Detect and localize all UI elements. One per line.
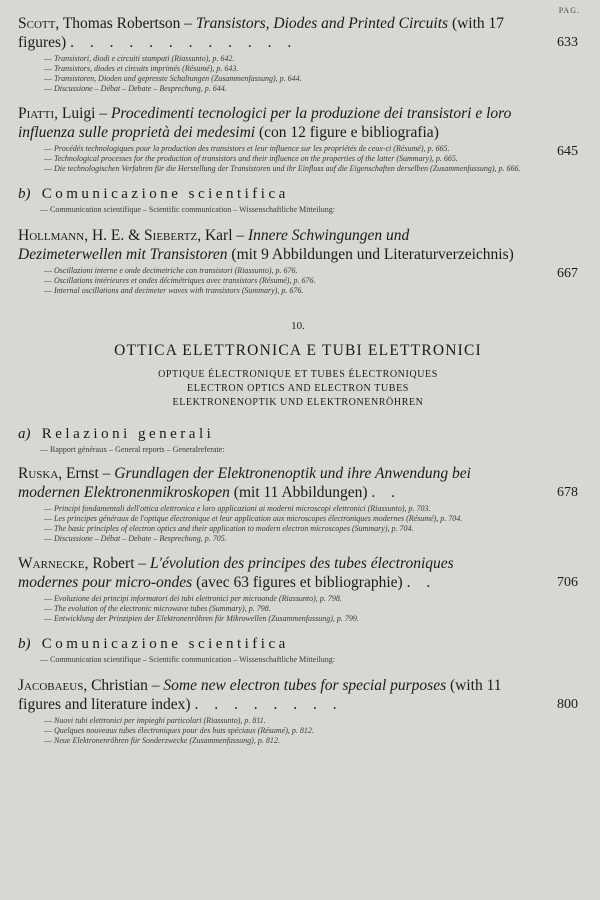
entry-details: (con 12 figure e bibliografia) — [258, 124, 439, 141]
chapter-heading — [18, 320, 578, 410]
summary-line: — Transistori, diodi e circuiti stampati (Riassunto), p. 642. — [44, 54, 235, 63]
author-surname: Hollmann, H. E. & Siebertz, — [18, 227, 202, 244]
entry-heading: Ruska, Ernst – Grundlagen der Elektronenoptik und ihre Anwendung bei modernen Elektronenmikroskopen (mit 11 Abbildungen) . . — [18, 465, 471, 501]
section-label: b) — [18, 186, 31, 202]
section-title: Relazioni generali — [41, 426, 215, 442]
author-surname: Piatti, — [18, 105, 58, 122]
summary-line: — Entwicklung der Prinzipien der Elektronenröhren für Mikrowellen (Zusammenfassung), p. 799. — [44, 614, 359, 623]
section-translations: — Rapport généraux – General reports – Generalreferate: — [40, 445, 225, 454]
page-number: 800 — [557, 697, 578, 712]
chapter-title-de: ELEKTRONENOPTIK UND ELEKTRONENRÖHREN — [172, 397, 424, 408]
toc-entry-warnecke — [18, 554, 578, 624]
summary-line: — Oscillations intérieures et ondes décimétriques avec transistors (Résumé), p. 676. — [44, 276, 316, 285]
summary-line: — Procédés technologiques pour la production des transistors et leur influence sur les propriétés de ceux-ci (Résumé), p. 665. — [44, 144, 450, 153]
entry-title: Procedimenti tecnologici per la produzione dei transistori e loro influenza sulle proprietà dei medesimi — [18, 105, 512, 141]
summary-line: — Oscillazioni interne e onde decimetriche con transistori (Riassunto), p. 676. — [44, 266, 298, 275]
entry-title: Some new electron tubes for special purposes — [163, 677, 447, 694]
summary-line: — Principi fondamentali dell'ottica elettronica e loro applicazioni ai moderni microscopi elettronici (Riassunto), p. 703. — [44, 504, 431, 513]
summary-line: — Discussione – Débat – Debate – Besprechung, p. 705. — [44, 534, 227, 543]
page-number: 633 — [557, 35, 578, 50]
section-title: Comunicazione scientifica — [41, 186, 289, 202]
summary-list — [44, 144, 578, 174]
section-label: b) — [18, 636, 31, 652]
page-column-label: PAG. — [558, 6, 580, 15]
summary-line: — Internal oscillations and decimeter waves with transistors (Summary), p. 676. — [44, 286, 304, 295]
author-firstname: Ernst — [66, 465, 99, 482]
summary-line: — Neue Elektronenröhren für Sonderzwecke (Zusammenfassung), p. 812. — [44, 736, 280, 745]
section-translations: — Communication scientifique – Scientific communication – Wissenschaftliche Mitteilung: — [40, 655, 336, 664]
toc-entry-jacobaeus — [18, 676, 578, 746]
summary-list — [44, 504, 578, 544]
section-translations: — Communication scientifique – Scientific communication – Wissenschaftliche Mitteilung: — [40, 205, 336, 214]
summary-line: — Les principes généraux de l'optique électronique et leur application aux microscopes électroniques modernes (Résumé), p. 704. — [44, 514, 463, 523]
entry-details: (mit 11 Abbildungen) — [233, 484, 368, 501]
summary-line: — Die technologischen Verfahren für die Herstellung der Transistoren und ihr Einfluss auf die Eigenschaften derselben (Zusammenfassung), p. 666. — [44, 164, 521, 173]
summary-line: — Discussione – Débat – Debate – Besprechung, p. 644. — [44, 84, 227, 93]
chapter-number: 10. — [291, 320, 305, 332]
summary-line: — The basic principles of electron optics and their application to modern electron microscopes (Summary), p. 704. — [44, 524, 414, 533]
entry-title: Transistors, Diodes and Printed Circuits — [195, 15, 449, 32]
summary-line: — Evoluzione dei principi informatori dei tubi elettronici per microonde (Riassunto), p. 798. — [44, 594, 342, 603]
summary-line: — Transistors, diodes et circuits imprimés (Résumé), p. 643. — [44, 64, 239, 73]
chapter-title-fr: OPTIQUE ÉLECTRONIQUE ET TUBES ÉLECTRONIQUES — [158, 369, 438, 380]
page-number: 667 — [557, 266, 578, 281]
author-surname: Scott, — [18, 15, 60, 32]
entry-heading: Warnecke, Robert – L'évolution des principes des tubes électroniques modernes pour micro-ondes (avec 63 figures et bibliographie) . . — [18, 555, 454, 591]
section-label: a) — [18, 426, 31, 442]
entry-details: (with 17 figures) — [18, 15, 505, 51]
entry-title: Grundlagen der Elektronenoptik und ihre Anwendung bei modernen Elektronenmikroskopen — [18, 465, 471, 501]
section-heading — [18, 426, 578, 443]
author-surname: Ruska, — [18, 465, 63, 482]
toc-entry-scott — [18, 14, 578, 94]
section-title: Comunicazione scientifica — [41, 636, 289, 652]
entry-heading: Piatti, Luigi – Procedimenti tecnologici per la produzione dei transistori e loro influenza sulle proprietà dei medesimi (con 12 figure e bibliografia) — [18, 105, 512, 141]
section-heading — [18, 186, 578, 203]
summary-list — [44, 54, 578, 94]
toc-entry-ruska — [18, 464, 578, 544]
summary-list — [44, 266, 578, 296]
author-surname: Jacobaeus, — [18, 677, 88, 694]
author-firstname: Thomas Robertson — [62, 15, 181, 32]
summary-list — [44, 594, 578, 624]
summary-line: — Quelques nouveaux tubes électroniques pour des buts spéciaux (Résumé), p. 812. — [44, 726, 314, 735]
summary-list — [44, 716, 578, 746]
entry-heading: Jacobaeus, Christian – Some new electron tubes for special purposes (with 11 figures and literature index) . . . . . . . . — [18, 677, 502, 713]
entry-heading: Hollmann, H. E. & Siebertz, Karl – Innere Schwingungen und Dezimeterwellen mit Transistoren (mit 9 Abbildungen und Literaturverzeichnis) — [18, 227, 514, 263]
author-surname: Warnecke, — [18, 555, 89, 572]
author-firstname: Luigi — [61, 105, 96, 122]
summary-line: — Nuovi tubi elettronici per impieghi particolari (Riassunto), p. 811. — [44, 716, 266, 725]
toc-entry-hollmann — [18, 226, 578, 296]
page-number: 645 — [557, 144, 578, 159]
entry-details: (avec 63 figures et bibliographie) — [196, 574, 403, 591]
chapter-title: OTTICA ELETTRONICA E TUBI ELETTRONICI — [114, 342, 482, 359]
toc-entry-piatti — [18, 104, 578, 174]
summary-line: — The evolution of the electronic microwave tubes (Summary), p. 798. — [44, 604, 271, 613]
author-firstname: Robert — [92, 555, 135, 572]
entry-details: (with 11 figures and literature index) — [18, 677, 502, 713]
chapter-title-en: ELECTRON OPTICS AND ELECTRON TUBES — [187, 383, 409, 394]
entry-details: (mit 9 Abbildungen und Literaturverzeichnis) — [231, 246, 514, 263]
section-heading — [18, 636, 578, 653]
summary-line: — Transistoren, Dioden und gepresste Schaltungen (Zusammenfassung), p. 644. — [44, 74, 302, 83]
entry-title: L'évolution des principes des tubes électroniques modernes pour micro-ondes — [18, 555, 454, 591]
entry-heading: Scott, Thomas Robertson – Transistors, Diodes and Printed Circuits (with 17 figures) . . . . . . . . . . . . — [18, 15, 505, 51]
page-number: 678 — [557, 485, 578, 500]
author-firstname: Christian — [91, 677, 148, 694]
author-firstname: Karl — [204, 227, 233, 244]
summary-line: — Technological processes for the production of transistors and their influence on the properties of the latter (Summary), p. 665. — [44, 154, 458, 163]
page-number: 706 — [557, 575, 578, 590]
table-of-contents — [18, 14, 578, 756]
entry-title: Innere Schwingungen und Dezimeterwellen mit Transistoren — [18, 227, 410, 263]
